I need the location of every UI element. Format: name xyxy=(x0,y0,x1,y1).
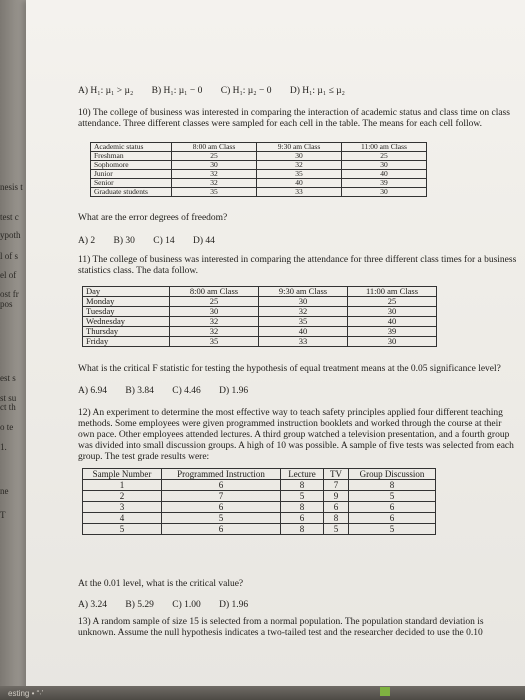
left-fragment: l of s xyxy=(0,251,18,261)
left-fragment: ct th xyxy=(0,402,16,412)
table-cell: 32 xyxy=(259,307,348,317)
q11-answer-b: B) 3.84 xyxy=(125,386,154,396)
table-cell: 39 xyxy=(348,327,437,337)
q11-table xyxy=(82,286,437,347)
q11-answer-c: C) 4.46 xyxy=(172,386,201,396)
q10-answer-d: D) 44 xyxy=(193,236,215,246)
q10-answer-c: C) 14 xyxy=(153,236,175,246)
table-cell: 8 xyxy=(281,524,324,535)
q12-question: At the 0.01 level, what is the critical value? xyxy=(78,579,244,589)
q12-answers xyxy=(78,600,264,610)
table-cell: 6 xyxy=(281,513,324,524)
table-cell: 6 xyxy=(324,502,349,513)
document-page xyxy=(26,0,525,700)
table-cell: 35 xyxy=(170,337,259,347)
left-fragment: pos xyxy=(0,299,13,309)
q10-table xyxy=(90,142,427,197)
table-row xyxy=(83,327,437,337)
table-header-cell: 11:00 am Class xyxy=(348,287,437,297)
q11-question: What is the critical F statistic for testing the hypothesis of equal treatment means at the 0.05 significance level? xyxy=(78,364,501,374)
table-cell: 8 xyxy=(324,513,349,524)
table-row xyxy=(83,297,437,307)
table-header-row xyxy=(91,143,427,152)
left-fragment: est s xyxy=(0,373,16,383)
q11-answers xyxy=(78,386,264,396)
table-cell: 25 xyxy=(172,152,257,161)
q12-answer-a: A) 3.24 xyxy=(78,600,108,610)
bottom-page-edge xyxy=(0,686,525,700)
q10-answer-b: B) 30 xyxy=(113,236,135,246)
table-cell: Senior xyxy=(91,179,172,188)
table-cell: 32 xyxy=(257,161,342,170)
left-fragment: 1. xyxy=(0,442,7,452)
table-cell: Thursday xyxy=(83,327,170,337)
table-cell: 7 xyxy=(324,480,349,491)
table-cell: 30 xyxy=(170,307,259,317)
table-cell: 33 xyxy=(257,188,342,197)
table-cell: 9 xyxy=(324,491,349,502)
q12-answer-b: B) 5.29 xyxy=(125,600,154,610)
q12-text: 12) An experiment to determine the most effective way to teach safety principles applied four different teaching methods. Some employees were given programmed instruction booklets and worked through the course at their own pace. Other employees attended lectures. A third group watched a television presentation, and a fourth group was divided into small discussion groups. A high of 10 was possible. A sample of five tests was selected from each group. The test grade results were: xyxy=(78,408,514,462)
table-row xyxy=(83,491,436,502)
table-cell: 30 xyxy=(348,337,437,347)
q9-answer-b: B) H₁: µ₁ − 0 xyxy=(151,86,203,96)
table-header-cell: Lecture xyxy=(281,469,324,480)
table-cell: 8 xyxy=(281,502,324,513)
left-fragment: ne xyxy=(0,486,9,496)
table-cell: 5 xyxy=(349,491,436,502)
q11-answer-d: D) 1.96 xyxy=(219,386,249,396)
table-cell: Junior xyxy=(91,170,172,179)
q10-text: 10) The college of business was interested in comparing the interaction of academic status and class time on class attendance. Three different classes were sampled for each cell in the table. The means for each cell follow. xyxy=(78,108,510,129)
table-header-cell: 9:30 am Class xyxy=(259,287,348,297)
table-cell: 40 xyxy=(348,317,437,327)
table-header-cell: 9:30 am Class xyxy=(257,143,342,152)
table-header-cell: Academic status xyxy=(91,143,172,152)
q10-answer-a: A) 2 xyxy=(78,236,96,246)
left-fragment: el of xyxy=(0,270,17,280)
table-cell: Monday xyxy=(83,297,170,307)
table-cell: 35 xyxy=(172,188,257,197)
q13-text: 13) A random sample of size 15 is selected from a normal population. The population standard deviation is unknown. Assume the null hypothesis indicates a two-tailed test and the researcher decided to use the 0.10 xyxy=(78,617,484,638)
table-row xyxy=(83,307,437,317)
q9-answer-d: D) H₁: µ₁ ≤ µ₂ xyxy=(289,86,345,96)
table-cell: 40 xyxy=(259,327,348,337)
green-mark xyxy=(380,687,390,696)
table-cell: 5 xyxy=(281,491,324,502)
q9-answers xyxy=(78,86,361,96)
table-cell: Friday xyxy=(83,337,170,347)
table-cell: 6 xyxy=(349,502,436,513)
table-header-cell: Day xyxy=(83,287,170,297)
table-header-cell: 8:00 am Class xyxy=(172,143,257,152)
q10-question: What are the error degrees of freedom? xyxy=(78,213,228,223)
table-row xyxy=(91,152,427,161)
left-fragment: ypoth xyxy=(0,230,21,240)
table-cell: 39 xyxy=(342,179,427,188)
table-header-cell: TV xyxy=(324,469,349,480)
table-row xyxy=(83,480,436,491)
table-cell: 30 xyxy=(342,161,427,170)
table-cell: 32 xyxy=(170,317,259,327)
left-fragment: test c xyxy=(0,212,19,222)
table-header-cell: 8:00 am Class xyxy=(170,287,259,297)
table-cell: 6 xyxy=(162,480,281,491)
table-cell: 30 xyxy=(348,307,437,317)
table-cell: 2 xyxy=(83,491,162,502)
table-cell: 3 xyxy=(83,502,162,513)
table-header-cell: Sample Number xyxy=(83,469,162,480)
table-row xyxy=(83,337,437,347)
q12-answer-c: C) 1.00 xyxy=(172,600,201,610)
table-cell: 32 xyxy=(172,179,257,188)
q9-answer-c: C) H₁: µ₂ − 0 xyxy=(220,86,272,96)
table-cell: Tuesday xyxy=(83,307,170,317)
table-cell: 8 xyxy=(349,480,436,491)
table-cell: 4 xyxy=(83,513,162,524)
table-row xyxy=(91,170,427,179)
table-cell: 6 xyxy=(162,502,281,513)
table-cell: 40 xyxy=(257,179,342,188)
q11-text: 11) The college of business was interested in comparing the attendance for three different class times for a business statistics class. The data follow. xyxy=(78,255,517,276)
table-cell: 25 xyxy=(170,297,259,307)
table-cell: 5 xyxy=(83,524,162,535)
table-cell: 8 xyxy=(281,480,324,491)
table-row xyxy=(91,188,427,197)
table-header-cell: Programmed Instruction xyxy=(162,469,281,480)
table-cell: 5 xyxy=(324,524,349,535)
table-row xyxy=(91,161,427,170)
q12-answer-d: D) 1.96 xyxy=(219,600,249,610)
left-fragment: ost fr xyxy=(0,289,19,299)
table-cell: 30 xyxy=(257,152,342,161)
table-cell: Graduate students xyxy=(91,188,172,197)
q10-answers xyxy=(78,236,231,246)
table-header-row xyxy=(83,469,436,480)
table-cell: Sophomore xyxy=(91,161,172,170)
table-cell: Wednesday xyxy=(83,317,170,327)
table-cell: 40 xyxy=(342,170,427,179)
table-cell: 1 xyxy=(83,480,162,491)
table-cell: 5 xyxy=(349,524,436,535)
table-header-cell: 11:00 am Class xyxy=(342,143,427,152)
bottom-fragment: esting • “∙’ xyxy=(8,689,44,698)
table-cell: 30 xyxy=(259,297,348,307)
table-row xyxy=(83,502,436,513)
left-fragment: nesis t xyxy=(0,182,23,192)
table-cell: 33 xyxy=(259,337,348,347)
table-cell: 30 xyxy=(172,161,257,170)
table-row xyxy=(83,317,437,327)
table-row xyxy=(83,513,436,524)
table-cell: Freshman xyxy=(91,152,172,161)
table-cell: 6 xyxy=(349,513,436,524)
table-row xyxy=(83,524,436,535)
table-cell: 6 xyxy=(162,524,281,535)
table-cell: 30 xyxy=(342,188,427,197)
left-fragment: st su xyxy=(0,393,17,403)
table-header-cell: Group Discussion xyxy=(349,469,436,480)
table-cell: 25 xyxy=(342,152,427,161)
q9-answer-a: A) H₁: µ₁ > µ₂ xyxy=(78,86,134,96)
table-cell: 25 xyxy=(348,297,437,307)
table-cell: 5 xyxy=(162,513,281,524)
table-cell: 7 xyxy=(162,491,281,502)
table-cell: 32 xyxy=(170,327,259,337)
left-fragment: o te xyxy=(0,422,14,432)
table-cell: 35 xyxy=(257,170,342,179)
q12-table xyxy=(82,468,436,535)
table-cell: 35 xyxy=(259,317,348,327)
left-fragment: T xyxy=(0,510,6,520)
table-header-row xyxy=(83,287,437,297)
table-cell: 32 xyxy=(172,170,257,179)
q11-answer-a: A) 6.94 xyxy=(78,386,108,396)
